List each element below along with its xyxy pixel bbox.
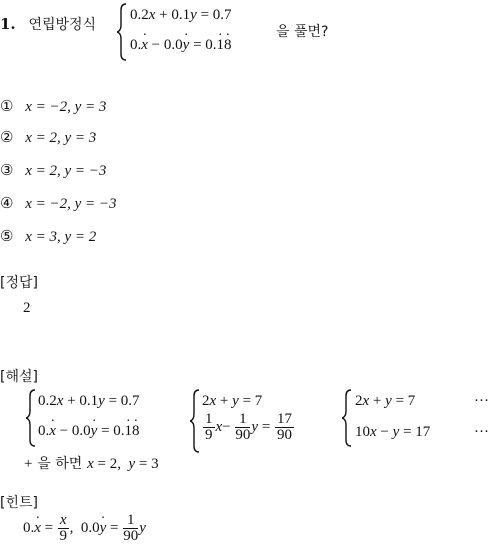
solution-sys2-frac3: $\frac{17}{90}$ xyxy=(277,411,293,443)
solution-dots-1: ··· xyxy=(474,393,489,409)
choice-mark: ④ xyxy=(0,196,14,212)
choice-1[interactable] xyxy=(0,97,106,116)
hint-label: [힌트] xyxy=(0,495,38,511)
problem-brace xyxy=(117,3,127,61)
choice-2[interactable] xyxy=(0,128,96,147)
choice-text: x = −2, y = 3 xyxy=(25,99,107,115)
problem-stem-after: 을 풀면? xyxy=(276,24,329,40)
choice-5[interactable] xyxy=(0,227,96,246)
choice-4[interactable] xyxy=(0,194,117,213)
problem-eq2: 0.x · − 0.0y · = 0.1 ·8 · xyxy=(130,37,232,54)
hint-line: 0.x · = $\frac{x}{9}$ , 0.0y · = $\frac{1}{90}$ y xyxy=(23,513,146,544)
solution-sys1-line1: 0.2x + 0.1y = 0.7 xyxy=(38,393,140,409)
choice-text: x = 3, y = 2 xyxy=(25,229,97,245)
choice-mark: ⑤ xyxy=(0,229,14,245)
solution-label: [해설] xyxy=(0,369,38,385)
problem-header xyxy=(0,14,96,34)
solution-sys2-frac2: $\frac{1}{90}$ xyxy=(235,411,251,443)
solution-dots-2: ··· xyxy=(474,424,489,440)
choice-text: x = 2, y = 3 xyxy=(25,130,97,146)
choice-mark: ① xyxy=(0,99,14,115)
choice-3[interactable] xyxy=(0,161,106,180)
solution-sys2-line1: 2x + y = 7 xyxy=(202,393,263,409)
solution-sys2-frac1: $\frac{1}{9}$ xyxy=(205,411,213,443)
solution-sys1-line2: 0.x · − 0.0y · = 0.1 ·8 · xyxy=(38,423,140,440)
answer-label: [정답] xyxy=(0,275,38,291)
solution-sys3-line2: 10x − y = 17 xyxy=(355,424,431,440)
hint-frac1: $\frac{x}{9}$ xyxy=(59,512,67,544)
solution-sys3-line1: 2x + y = 7 xyxy=(355,393,416,409)
solution-brace-2 xyxy=(190,389,200,453)
problem-stem-before: 연립방정식 xyxy=(28,17,97,33)
answer-value: 2 xyxy=(23,300,31,316)
solution-brace-1 xyxy=(26,389,36,447)
hint-frac2: $\frac{1}{90}$ xyxy=(123,512,139,544)
solution-sys2-line2: $\frac{1}{9}$ x− $\frac{1}{90}$ y = $\frac{17}{90}$ xyxy=(205,411,293,443)
choice-text: x = 2, y = −3 xyxy=(25,163,107,179)
problem-eq1: 0.2x + 0.1y = 0.7 xyxy=(130,7,232,23)
problem-number: 1. xyxy=(0,15,16,33)
choice-mark: ③ xyxy=(0,163,14,179)
solution-brace-3 xyxy=(342,389,352,447)
choice-text: x = −2, y = −3 xyxy=(25,196,117,212)
choice-mark: ② xyxy=(0,130,14,146)
solution-conclusion: + 을 하면 x = 2, y = 3 xyxy=(24,456,159,472)
